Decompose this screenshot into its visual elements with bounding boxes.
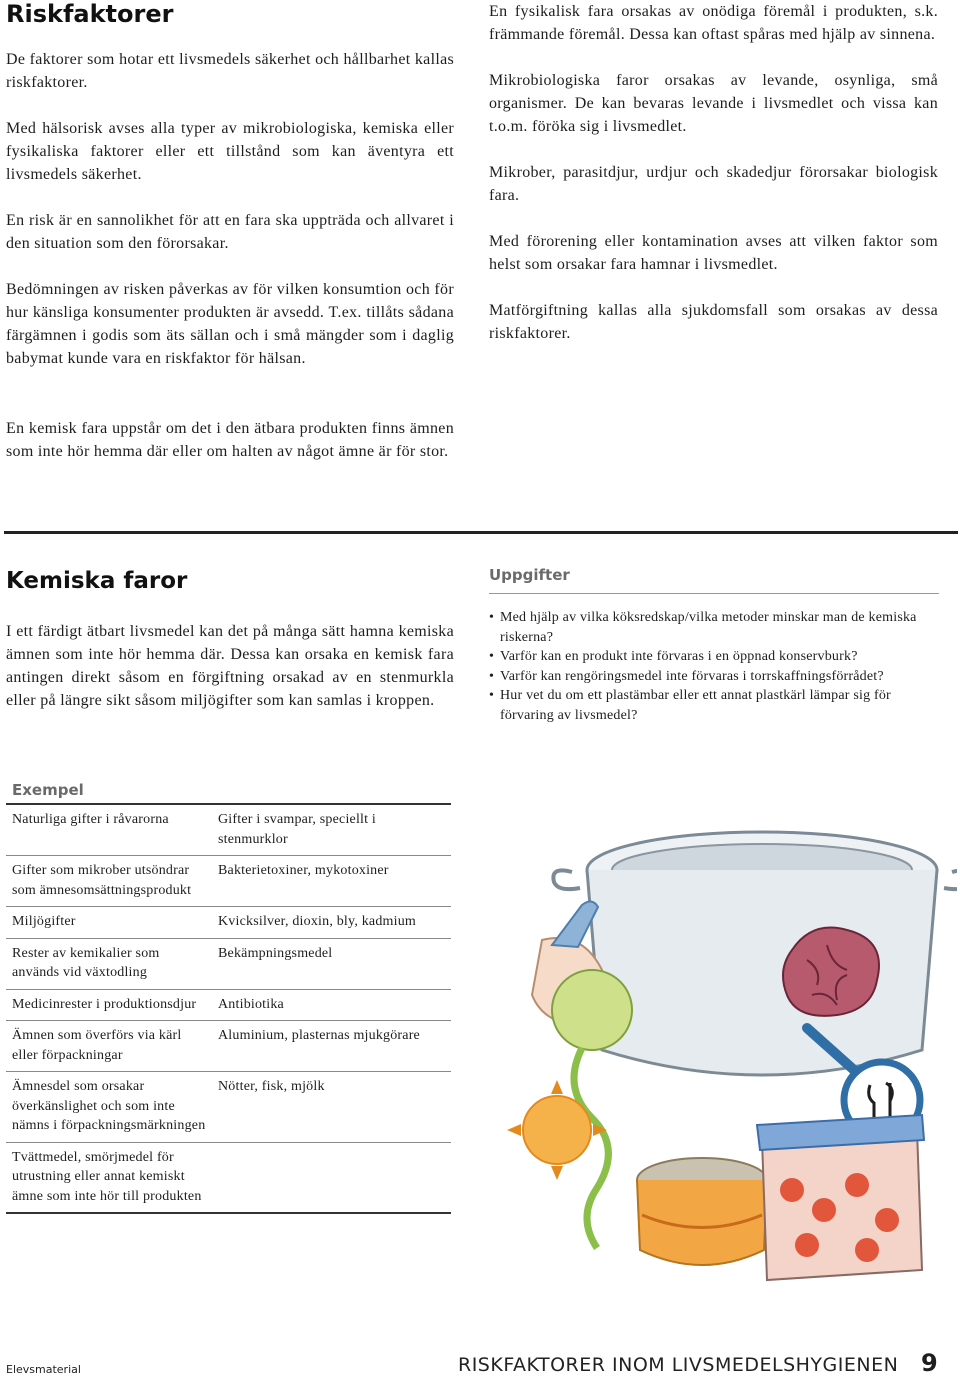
table-cell-example: Kvicksilver, dioxin, bly, kadmium (218, 914, 416, 929)
table-row (6, 1021, 451, 1072)
footer-label: Elevsmaterial (6, 1363, 81, 1376)
uppgifter-box (489, 563, 939, 725)
uppgifter-item: • Varför kan en produkt inte förvaras i en öppnad konservburk? (489, 647, 939, 667)
table-row (6, 804, 451, 856)
table-row (6, 907, 451, 939)
table-cell-source: Medicinrester i produktionsdjur (12, 996, 197, 1012)
uppgifter-item: • Hur vet du om ett plastämbar eller ett annat plastkärl lämpar sig för förvaring av livsmedel? (489, 686, 939, 725)
table-cell-source: Miljögifter (12, 914, 76, 929)
table-cell-example: Bekämpningsmedel (218, 945, 333, 961)
table-cell-source: Naturliga gifter i råvarorna (12, 812, 169, 827)
intro-paragraph: Matförgiftning kallas alla sjukdomsfall som orsakas av dessa riskfaktorer. (489, 302, 938, 342)
intro-paragraph: Med förorening eller kontamination avses att vilken faktor som helst som orsakar fara hamnar i livsmedlet. (489, 233, 938, 273)
exempel-table (6, 803, 451, 1214)
intro-paragraph: Bedömningen av risken påverkas av för vilken konsumtion och för hur känsliga konsumenter produkten är avsedd. T.ex. tillåts sådana färgämnen i godis som äts sällan och i små mängder som i daglig babymat kunde vara en riskfaktor för hälsan. (6, 281, 454, 367)
table-cell-example: Gifter i svampar, speciellt i stenmurklor (218, 812, 377, 847)
page-title: Riskfaktorer (6, 0, 174, 28)
table-row (6, 1072, 451, 1143)
table-cell-source: Gifter som mikrober utsöndrar som ämnesomsättningsprodukt (12, 863, 192, 898)
kemisk-fara-paragraph: En kemisk fara uppstår om det i den ätbara produkten finns ämnen som inte hör hemma där eller om halten av något ämne är för stor. (6, 420, 454, 460)
uppgifter-rule (489, 593, 939, 594)
intro-paragraph: Mikrobiologiska faror orsakas av levande, osynliga, små organismer. De kan bevaras levande i livsmedlet och vissa kan t.o.m. föröka sig i livsmedlet. (489, 72, 938, 135)
intro-right-column (489, 0, 938, 368)
footer-title: RISKFAKTORER INOM LIVSMEDELSHYGIENEN (458, 1354, 899, 1376)
table-cell-source: Ämnen som överförs via kärl eller förpackningar (12, 1028, 182, 1063)
intro-left-column (6, 48, 454, 393)
page-number: 9 (921, 1349, 938, 1377)
open-can-icon (637, 1158, 767, 1265)
exempel-heading: Exempel (12, 781, 84, 799)
intro-paragraph: De faktorer som hotar ett livsmedels säkerhet och hållbarhet kallas riskfaktorer. (6, 51, 454, 91)
uppgifter-list (489, 608, 939, 725)
plastic-container-icon (757, 1115, 924, 1280)
table-cell-example: Antibiotika (218, 996, 284, 1012)
table-row (6, 938, 451, 989)
section-title: Kemiska faror (6, 568, 188, 594)
table-row (6, 989, 451, 1021)
uppgifter-item: • Med hjälp av vilka köksredskap/vilka metoder minskar man de kemiska riskerna? (489, 608, 939, 647)
table-cell-source: Ämnesdel som orsakar överkänslighet och som inte nämns i förpackningsmärkningen (12, 1079, 206, 1133)
table-cell-example: Aluminium, plasternas mjukgörare (218, 1028, 420, 1043)
uppgifter-heading: Uppgifter (489, 566, 570, 584)
table-cell-example (212, 1142, 451, 1213)
table-cell-example: Bakterietoxiner, mykotoxiner (218, 863, 389, 878)
table-row (6, 1142, 451, 1213)
section-divider (4, 531, 958, 534)
intro-paragraph: Med hälsorisk avses alla typer av mikrobiologiska, kemiska eller fysikaliska faktorer eller ett tillstånd som kan äventyra ett livsmedels säkerhet. (6, 120, 454, 183)
uppgifter-item: • Varför kan rengöringsmedel inte förvaras i torrskaffningsförrådet? (489, 667, 939, 687)
table-cell-example: Nötter, fisk, mjölk (218, 1079, 325, 1094)
table-cell-source: Tvättmedel, smörjmedel för utrustning eller annat kemiskt ämne som inte hör till produkten (12, 1149, 202, 1204)
intro-paragraph: En risk är en sannolikhet för att en fara ska uppträda och allvaret i den situation som den förorsakar. (6, 212, 454, 252)
sun-icon (507, 1080, 607, 1180)
kitchen-hazards-illustration (462, 800, 957, 1340)
table-cell-source: Rester av kemikalier som används vid växtodling (12, 945, 160, 980)
intro-paragraph: En fysikalisk fara orsakas av onödiga föremål i produkten, s.k. främmande föremål. Dessa kan oftast spåras med hjälp av sinnena. (489, 3, 938, 43)
table-row (6, 856, 451, 907)
kemiska-intro-paragraph: I ett färdigt ätbart livsmedel kan det på många sätt hamna kemiska ämnen som inte hör hemma där. Dessa kan orsaka en kemisk fara antingen direkt såsom en förgiftning orsakad av en stenmurkla eller på längre sikt såsom miljögifter som kan samlas i kroppen. (6, 623, 454, 709)
intro-paragraph: Mikrober, parasitdjur, urdjur och skadedjur förorsakar biologisk fara. (489, 164, 938, 204)
